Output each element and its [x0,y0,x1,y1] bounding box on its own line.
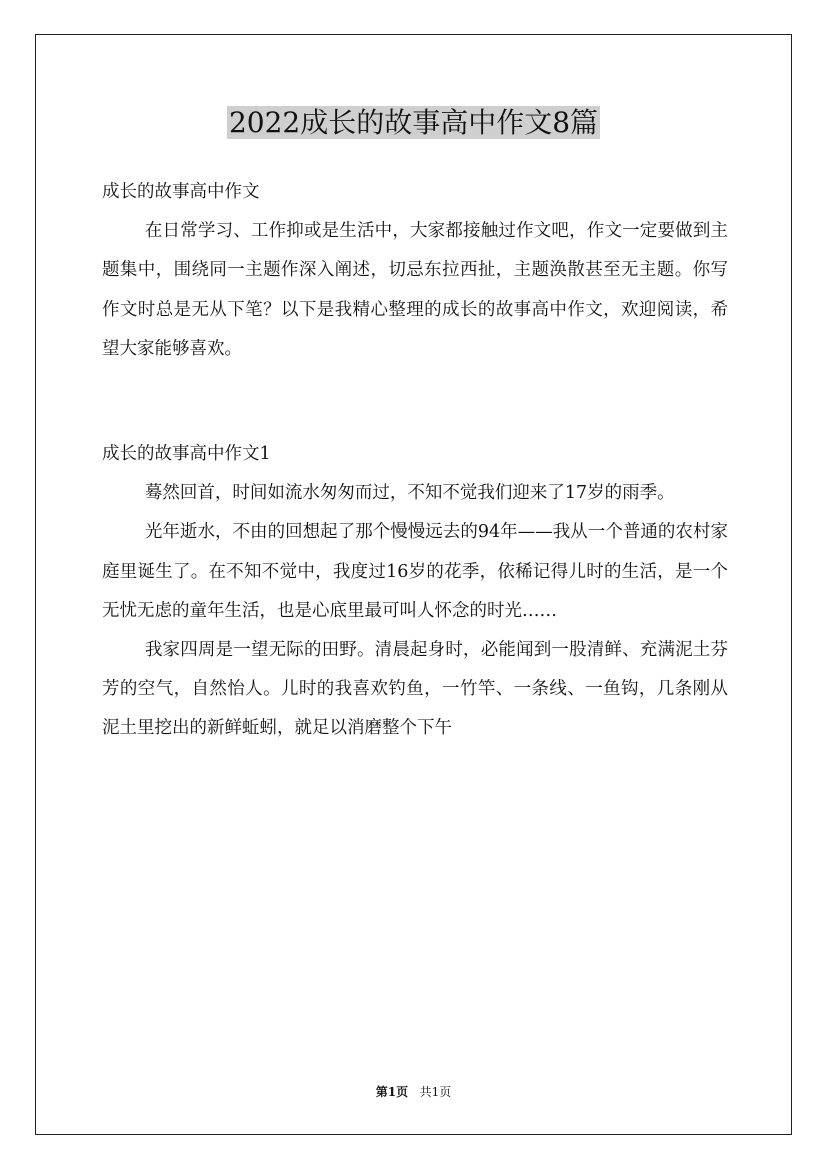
paragraph-spacer [102,369,728,435]
page-footer [0,1083,827,1101]
page-number: 第1页 [375,1085,409,1099]
document-title-text: 2022成长的故事高中作文8篇 [228,106,599,139]
paragraph: 光年逝水，不由的回想起了那个慢慢远去的94年——我从一个普通的农村家庭里诞生了。在不知不觉中，我度过16岁的花季，依稀记得儿时的生活，是一个无忧无虑的童年生活，也是心底里最可叫人怀念的时光…… [102,522,728,621]
document-title [0,103,827,143]
section-heading: 成长的故事高中作文 [102,182,260,202]
document-body [102,173,728,749]
paragraph: 在日常学习、工作抑或是生活中，大家都接触过作文吧，作文一定要做到主题集中，围绕同一主题作深入阐述，切忌东拉西扯，主题涣散甚至无主题。你写作文时总是无从下笔？以下是我精心整理的成长的故事高中作文，欢迎阅读，希望大家能够喜欢。 [102,221,728,359]
paragraph: 蓦然回首，时间如流水匆匆而过，不知不觉我们迎来了17岁的雨季。 [144,483,675,504]
page-total: 共1页 [419,1085,452,1099]
paragraph: 我家四周是一望无际的田野。清晨起身时，必能闻到一股清鲜、充满泥土芬芳的空气，自然怡人。儿时的我喜欢钓鱼，一竹竿、一条线、一鱼钩，几条刚从泥土里挖出的新鲜蚯蚓，就足以消磨整个下午 [102,640,728,739]
section-heading: 成长的故事高中作文1 [102,444,271,465]
